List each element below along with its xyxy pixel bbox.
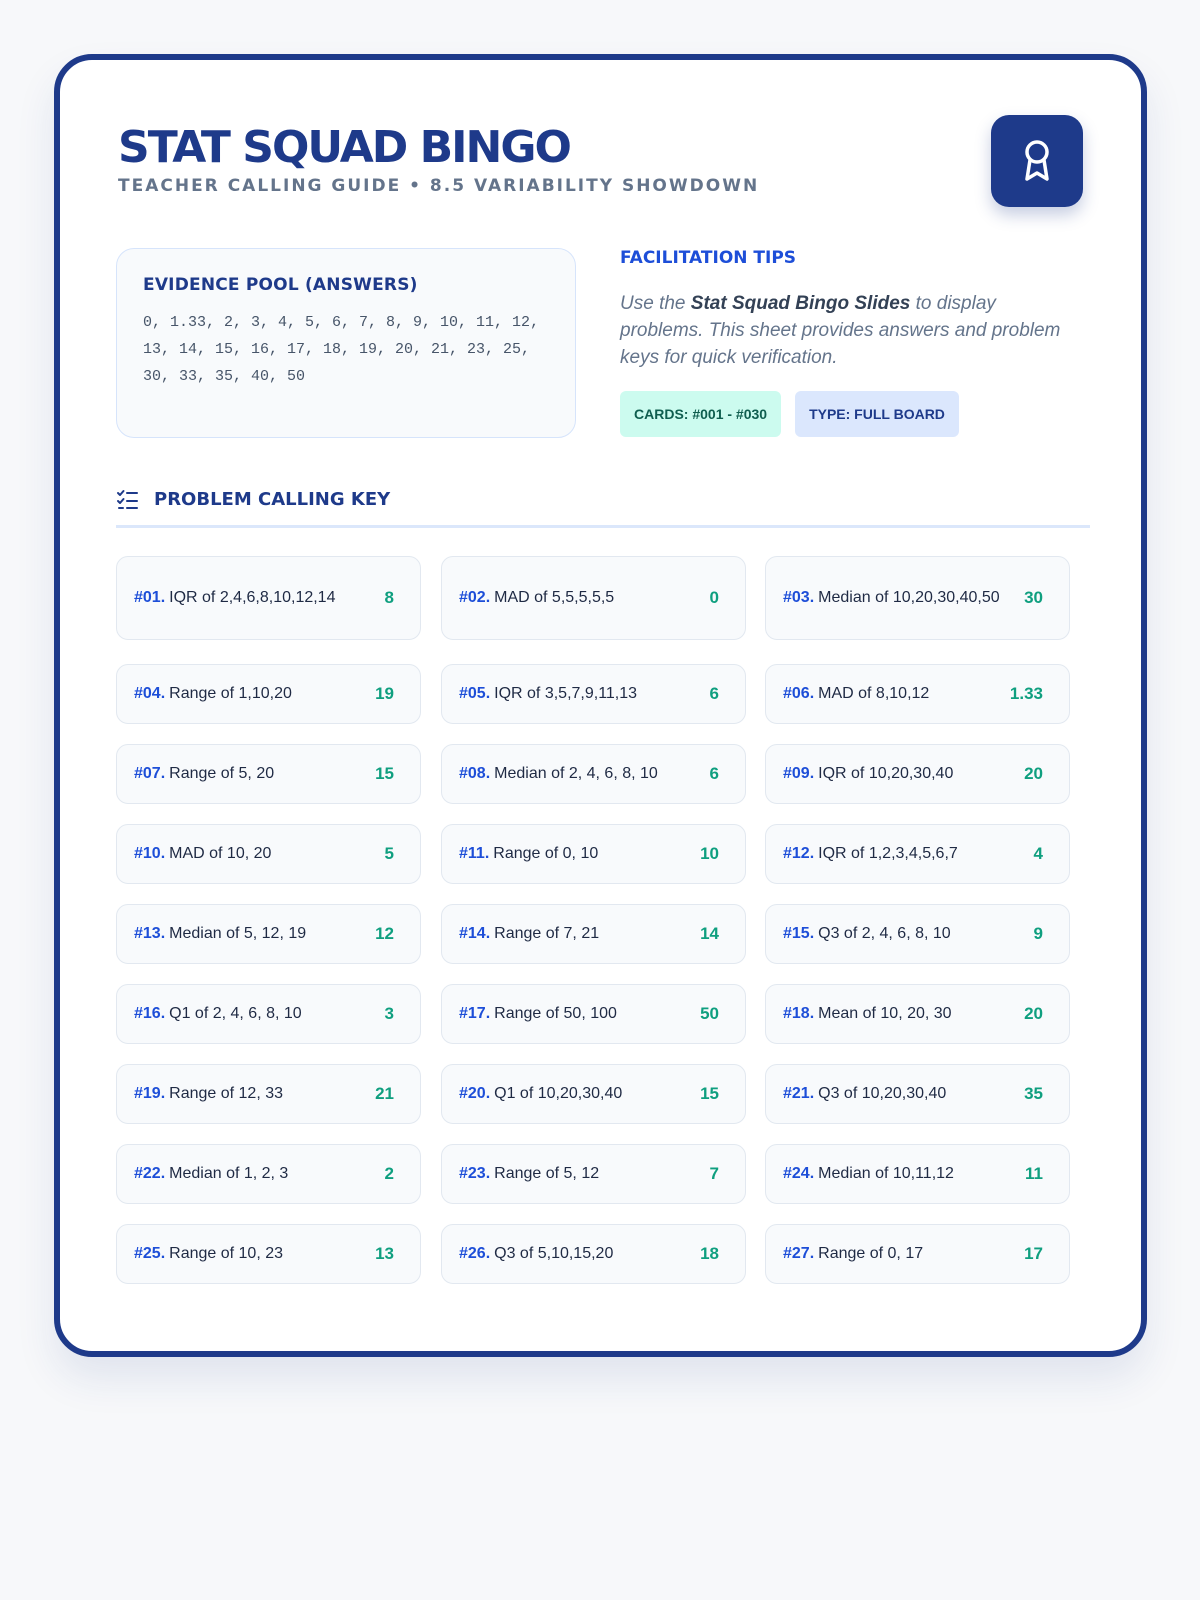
problem-text: [783, 922, 1026, 946]
problem-card: [765, 744, 1070, 804]
award-ribbon-icon: [1017, 137, 1057, 185]
problem-answer: 15: [700, 1084, 719, 1103]
problem-answer: 20: [1024, 1004, 1043, 1023]
checklist-icon: [116, 488, 140, 512]
problem-answer: 9: [1033, 924, 1043, 943]
problem-number: #15.: [783, 925, 815, 942]
problem-answer: 12: [375, 924, 394, 943]
problem-description: MAD of 5,5,5,5,5: [494, 589, 615, 606]
problem-answer: 6: [709, 684, 719, 703]
problem-answer: 11: [1025, 1164, 1043, 1183]
problem-card: [441, 824, 746, 884]
problem-number: #22.: [134, 1165, 166, 1182]
problem-description: IQR of 1,2,3,4,5,6,7: [818, 845, 958, 862]
problem-description: Range of 5, 12: [494, 1165, 600, 1182]
problem-number: #19.: [134, 1085, 166, 1102]
problem-description: Median of 10,20,30,40,50: [818, 589, 1000, 606]
problem-answer: 2: [384, 1164, 394, 1183]
problem-number: #18.: [783, 1005, 815, 1022]
problem-key-header: [116, 488, 1090, 528]
problem-description: Mean of 10, 20, 30: [818, 1005, 952, 1022]
board-type-tag: TYPE: FULL BOARD: [795, 391, 959, 437]
problem-card: [116, 556, 421, 640]
cards-range-tag: CARDS: #001 - #030: [620, 391, 781, 437]
problem-text: [459, 1082, 692, 1106]
problem-text: [459, 842, 692, 866]
problem-answer: 5: [384, 844, 394, 863]
problem-text: [783, 1002, 1016, 1026]
problem-card: [765, 824, 1070, 884]
problem-answer: 13: [375, 1244, 394, 1263]
problem-card: [116, 1144, 421, 1204]
problem-number: #26.: [459, 1245, 491, 1262]
problem-description: MAD of 10, 20: [169, 845, 272, 862]
problem-description: Range of 7, 21: [494, 925, 600, 942]
problem-text: [134, 1162, 377, 1186]
problem-card: [441, 904, 746, 964]
problem-number: #14.: [459, 925, 491, 942]
problem-number: #27.: [783, 1245, 815, 1262]
problem-key-title: PROBLEM CALLING KEY: [154, 489, 391, 510]
problem-answer: 8: [384, 588, 394, 607]
tips-title: FACILITATION TIPS: [620, 248, 797, 268]
problem-text: [459, 762, 702, 786]
problem-text: [134, 1082, 367, 1106]
problem-number: #24.: [783, 1165, 815, 1182]
problem-description: Range of 1,10,20: [169, 685, 292, 702]
problem-card: [765, 1224, 1070, 1284]
problem-description: IQR of 10,20,30,40: [818, 765, 954, 782]
problem-number: #05.: [459, 685, 491, 702]
problem-text: [134, 1002, 377, 1026]
problem-description: Q3 of 10,20,30,40: [818, 1085, 947, 1102]
problem-answer: 19: [375, 684, 394, 703]
problem-description: Range of 5, 20: [169, 765, 275, 782]
problem-answer: 4: [1033, 844, 1043, 863]
problem-answer: 17: [1024, 1244, 1043, 1263]
problem-number: #06.: [783, 685, 815, 702]
problem-answer: 21: [375, 1084, 394, 1103]
problem-description: Range of 10, 23: [169, 1245, 284, 1262]
problem-text: [459, 1162, 702, 1186]
problem-answer: 18: [700, 1244, 719, 1263]
problem-card: [441, 744, 746, 804]
problem-text: [459, 1242, 692, 1266]
problem-number: #17.: [459, 1005, 491, 1022]
problem-card: [765, 1064, 1070, 1124]
evidence-pool-values: 0, 1.33, 2, 3, 4, 5, 6, 7, 8, 9, 10, 11, 12, 13, 14, 15, 16, 17, 18, 19, 20, 21, 23, 25, 30, 33, 35, 40, 50: [143, 314, 540, 385]
problem-number: #07.: [134, 765, 166, 782]
problem-description: Range of 0, 10: [493, 845, 599, 862]
problem-number: #01.: [134, 589, 166, 606]
problem-number: #25.: [134, 1245, 166, 1262]
problem-answer: 15: [375, 764, 394, 783]
problem-text: [783, 1082, 1016, 1106]
evidence-pool-panel: [116, 248, 576, 438]
problem-card: [116, 664, 421, 724]
problem-number: #13.: [134, 925, 166, 942]
problem-text: [783, 1162, 1017, 1186]
problem-description: Q3 of 2, 4, 6, 8, 10: [818, 925, 951, 942]
problem-card: [765, 984, 1070, 1044]
tips-text-start: Use the: [620, 293, 691, 314]
problem-text: [459, 1002, 692, 1026]
problem-description: Median of 10,11,12: [818, 1165, 954, 1182]
problem-card: [116, 1224, 421, 1284]
problem-card: [116, 824, 421, 884]
problem-text: [134, 922, 367, 946]
problem-text: [459, 586, 702, 610]
problem-card: [116, 1064, 421, 1124]
problem-card: [116, 744, 421, 804]
tips-text: [620, 290, 1080, 371]
problem-text: [783, 586, 1016, 610]
problem-number: #02.: [459, 589, 491, 606]
problem-number: #03.: [783, 589, 815, 606]
award-badge: [991, 115, 1083, 207]
problem-answer: 7: [709, 1164, 719, 1183]
problem-number: #12.: [783, 845, 815, 862]
problem-description: Median of 5, 12, 19: [169, 925, 307, 942]
tips-tags: [620, 391, 1080, 437]
problem-card: [765, 904, 1070, 964]
problem-description: Q3 of 5,10,15,20: [494, 1245, 614, 1262]
problem-card: [441, 984, 746, 1044]
tips-text-end: to display problems. This sheet provides answers and problem keys for quick verification.: [620, 293, 1061, 368]
problem-text: [134, 586, 377, 610]
problem-text: [134, 842, 377, 866]
problem-text: [134, 1242, 367, 1266]
evidence-pool-title: EVIDENCE POOL (ANSWERS): [143, 275, 418, 295]
problem-card: [441, 1064, 746, 1124]
problem-description: Q1 of 2, 4, 6, 8, 10: [169, 1005, 302, 1022]
problem-description: IQR of 2,4,6,8,10,12,14: [169, 589, 336, 606]
problem-description: Median of 2, 4, 6, 8, 10: [494, 765, 658, 782]
problem-card: [441, 1144, 746, 1204]
problem-description: IQR of 3,5,7,9,11,13: [494, 685, 638, 702]
problem-number: #16.: [134, 1005, 166, 1022]
problem-card: [441, 664, 746, 724]
problem-description: Range of 12, 33: [169, 1085, 284, 1102]
problem-text: [459, 922, 692, 946]
problem-description: Range of 50, 100: [494, 1005, 617, 1022]
problem-description: Median of 1, 2, 3: [169, 1165, 289, 1182]
problem-number: #10.: [134, 845, 166, 862]
problem-card: [116, 984, 421, 1044]
problem-number: #08.: [459, 765, 491, 782]
problem-card: [765, 1144, 1070, 1204]
page-title: STAT SQUAD BINGO: [118, 122, 570, 173]
problem-text: [783, 1242, 1016, 1266]
tips-text-emphasis: Stat Squad Bingo Slides: [690, 293, 911, 314]
problem-text: [459, 682, 702, 706]
problem-number: #09.: [783, 765, 815, 782]
problem-answer: 30: [1024, 588, 1043, 607]
problem-description: Range of 0, 17: [818, 1245, 924, 1262]
problem-number: #20.: [459, 1085, 491, 1102]
problem-text: [783, 842, 1026, 866]
problem-answer: 3: [384, 1004, 394, 1023]
problem-card: [765, 556, 1070, 640]
problem-text: [134, 682, 367, 706]
facilitation-tips: [620, 248, 1080, 437]
problem-answer: 20: [1024, 764, 1043, 783]
problem-answer: 50: [700, 1004, 719, 1023]
problem-answer: 35: [1024, 1084, 1043, 1103]
header: [118, 122, 1083, 222]
problem-card: [116, 904, 421, 964]
problem-card: [441, 556, 746, 640]
problem-text: [783, 682, 1002, 706]
problem-answer: 14: [700, 924, 719, 943]
problem-description: Q1 of 10,20,30,40: [494, 1085, 623, 1102]
problem-card: [441, 1224, 746, 1284]
problem-answer: 0: [709, 588, 719, 607]
problem-text: [134, 762, 367, 786]
problem-answer: 10: [700, 844, 719, 863]
problem-number: #21.: [783, 1085, 815, 1102]
problem-number: #11.: [459, 845, 490, 862]
problem-card: [765, 664, 1070, 724]
problem-description: MAD of 8,10,12: [818, 685, 930, 702]
problem-number: #04.: [134, 685, 166, 702]
problem-number: #23.: [459, 1165, 491, 1182]
problem-answer: 6: [709, 764, 719, 783]
calling-guide-card: [54, 54, 1147, 1357]
problem-text: [783, 762, 1016, 786]
problem-answer: 1.33: [1009, 684, 1043, 703]
page-subtitle: TEACHER CALLING GUIDE • 8.5 VARIABILITY SHOWDOWN: [118, 176, 760, 196]
